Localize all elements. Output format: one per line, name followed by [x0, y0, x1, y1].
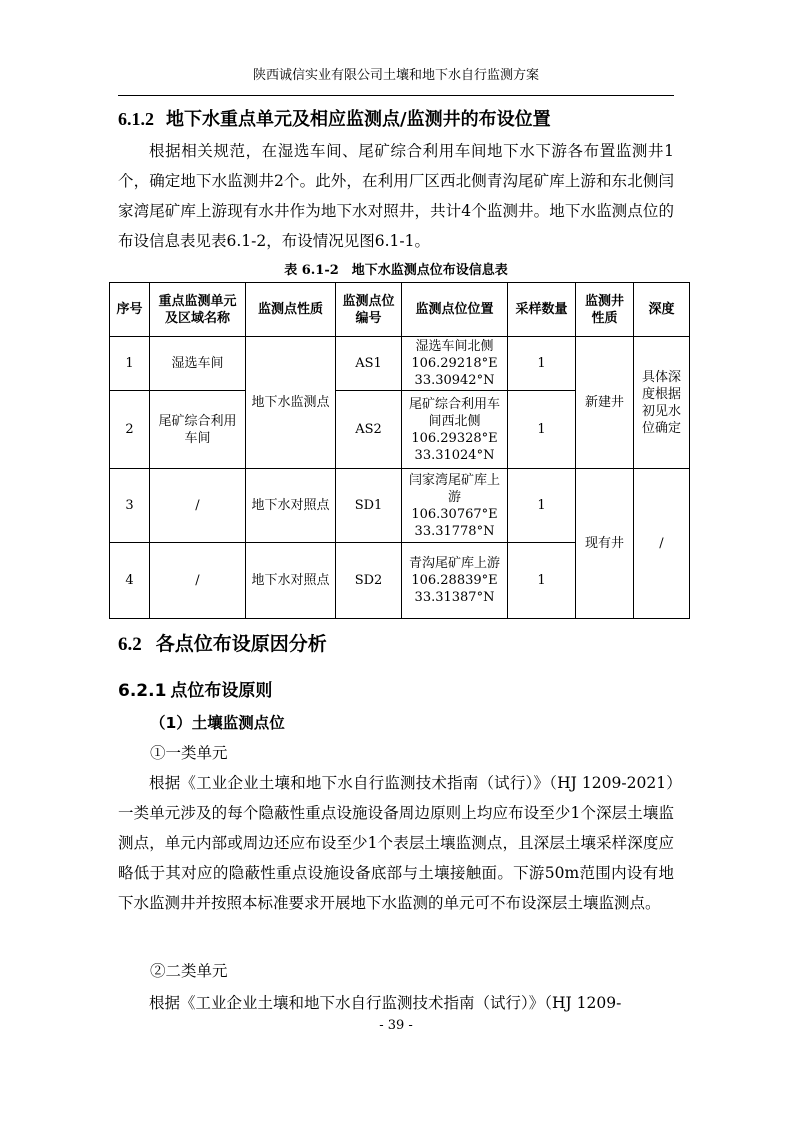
cell-depth: 具体深度根据初见水位确定	[634, 337, 690, 469]
cell-location	[402, 543, 508, 619]
header-cell: 监测点性质	[246, 283, 336, 337]
location-lon: 106.29218°E	[411, 356, 498, 371]
header-cell: 重点监测单元及区域名称	[150, 283, 246, 337]
section-title: 各点位布设原因分析	[155, 633, 327, 655]
header-cell: 监测井性质	[576, 283, 634, 337]
cell-code: AS1	[336, 337, 402, 391]
cell-code: SD2	[336, 543, 402, 619]
running-header: 陕西诚信实业有限公司土壤和地下水自行监测方案	[252, 68, 539, 83]
cell-qty: 1	[508, 469, 576, 543]
location-name: 尾矿综合利用车间西北侧	[408, 396, 500, 429]
header-rule	[118, 95, 674, 96]
cell-unit: 尾矿综合利用车间	[150, 391, 246, 469]
section-title: 点位布设原则	[170, 681, 273, 701]
cell-code: AS2	[336, 391, 402, 469]
location-name: 湿选车间北侧	[415, 339, 494, 354]
cell-qty: 1	[508, 391, 576, 469]
section-title: 地下水重点单元及相应监测点/监测井的布设位置	[166, 109, 551, 130]
cell-unit: 湿选车间	[150, 337, 246, 391]
cell-well: 新建井	[576, 337, 634, 469]
header-cell: 深度	[634, 283, 690, 337]
table-row	[110, 337, 690, 391]
cell-code: SD1	[336, 469, 402, 543]
cell-qty: 1	[508, 337, 576, 391]
paragraph-class-1: 根据《工业企业土壤和地下水自行监测技术指南（试行）》（HJ 1209-2021）一类单元涉及的每个隐蔽性重点设施设备周边原则上均应布设至少1个深层土壤监测点，单元内部或周边还应布设至少1个表层土壤监测点，且深层土壤采样深度应略低于其对应的隐蔽性重点设施设备底部与土壤接触面。下游50m范围内设有地下水监测井并按照本标准要求开展地下水监测的单元可不布设深层土壤监测点。	[118, 774, 674, 912]
header-cell: 监测点位位置	[402, 283, 508, 337]
location-lon: 106.29328°E	[411, 430, 498, 446]
cell-depth: /	[634, 469, 690, 619]
table-header-row	[110, 283, 690, 337]
cell-no: 1	[110, 337, 150, 391]
cell-qty: 1	[508, 543, 576, 619]
header-cell: 采样数量	[508, 283, 576, 337]
section-heading-6-2	[118, 630, 327, 659]
page-number: - 39 -	[379, 1018, 413, 1033]
location-lat: 33.31024°N	[414, 447, 495, 463]
cell-no: 2	[110, 391, 150, 469]
paragraph-class-2: 根据《工业企业土壤和地下水自行监测技术指南（试行）》（HJ 1209-	[149, 994, 622, 1012]
item-heading-class-1: ①一类单元	[150, 744, 228, 762]
location-lon: 106.28839°E	[411, 573, 498, 588]
header-cell: 序号	[110, 283, 150, 337]
table-row	[110, 469, 690, 543]
cell-no: 4	[110, 543, 150, 619]
location-lon: 106.30767°E	[411, 506, 498, 522]
cell-location	[402, 337, 508, 391]
section-number: 6.2	[118, 634, 142, 655]
cell-unit: /	[150, 543, 246, 619]
location-lat: 33.31778°N	[414, 523, 495, 539]
cell-no: 3	[110, 469, 150, 543]
cell-nature: 地下水对照点	[246, 469, 336, 543]
subsection-heading-soil: （1）土壤监测点位	[150, 714, 285, 732]
cell-location	[402, 391, 508, 469]
location-lat: 33.30942°N	[414, 373, 495, 388]
paragraph-monitoring-wells: 根据相关规范，在湿选车间、尾矿综合利用车间地下水下游各布置监测井1个，确定地下水监测井2个。此外，在利用厂区西北侧青沟尾矿库上游和东北侧闫家湾尾矿库上游现有水井作为地下水对照井，共计4个监测井。地下水监测点位的布设信息表见表6.1-2，布设情况见图6.1-1。	[118, 142, 674, 250]
cell-nature: 地下水监测点	[246, 337, 336, 469]
location-name: 青沟尾矿库上游	[408, 556, 500, 571]
cell-unit: /	[150, 469, 246, 543]
item-heading-class-2: ②二类单元	[150, 962, 228, 980]
location-lat: 33.31387°N	[414, 590, 495, 605]
section-heading-6-1-2	[118, 106, 551, 133]
section-heading-6-2-1	[118, 678, 272, 704]
header-cell: 监测点位编号	[336, 283, 402, 337]
cell-well: 现有井	[576, 469, 634, 619]
groundwater-monitoring-table	[109, 282, 690, 619]
cell-location	[402, 469, 508, 543]
section-number: 6.2.1	[118, 681, 167, 701]
section-number: 6.1.2	[118, 109, 154, 129]
table-caption: 表 6.1-2 地下水监测点位布设信息表	[284, 263, 508, 278]
location-name: 闫家湾尾矿库上游	[408, 472, 500, 505]
cell-nature: 地下水对照点	[246, 543, 336, 619]
